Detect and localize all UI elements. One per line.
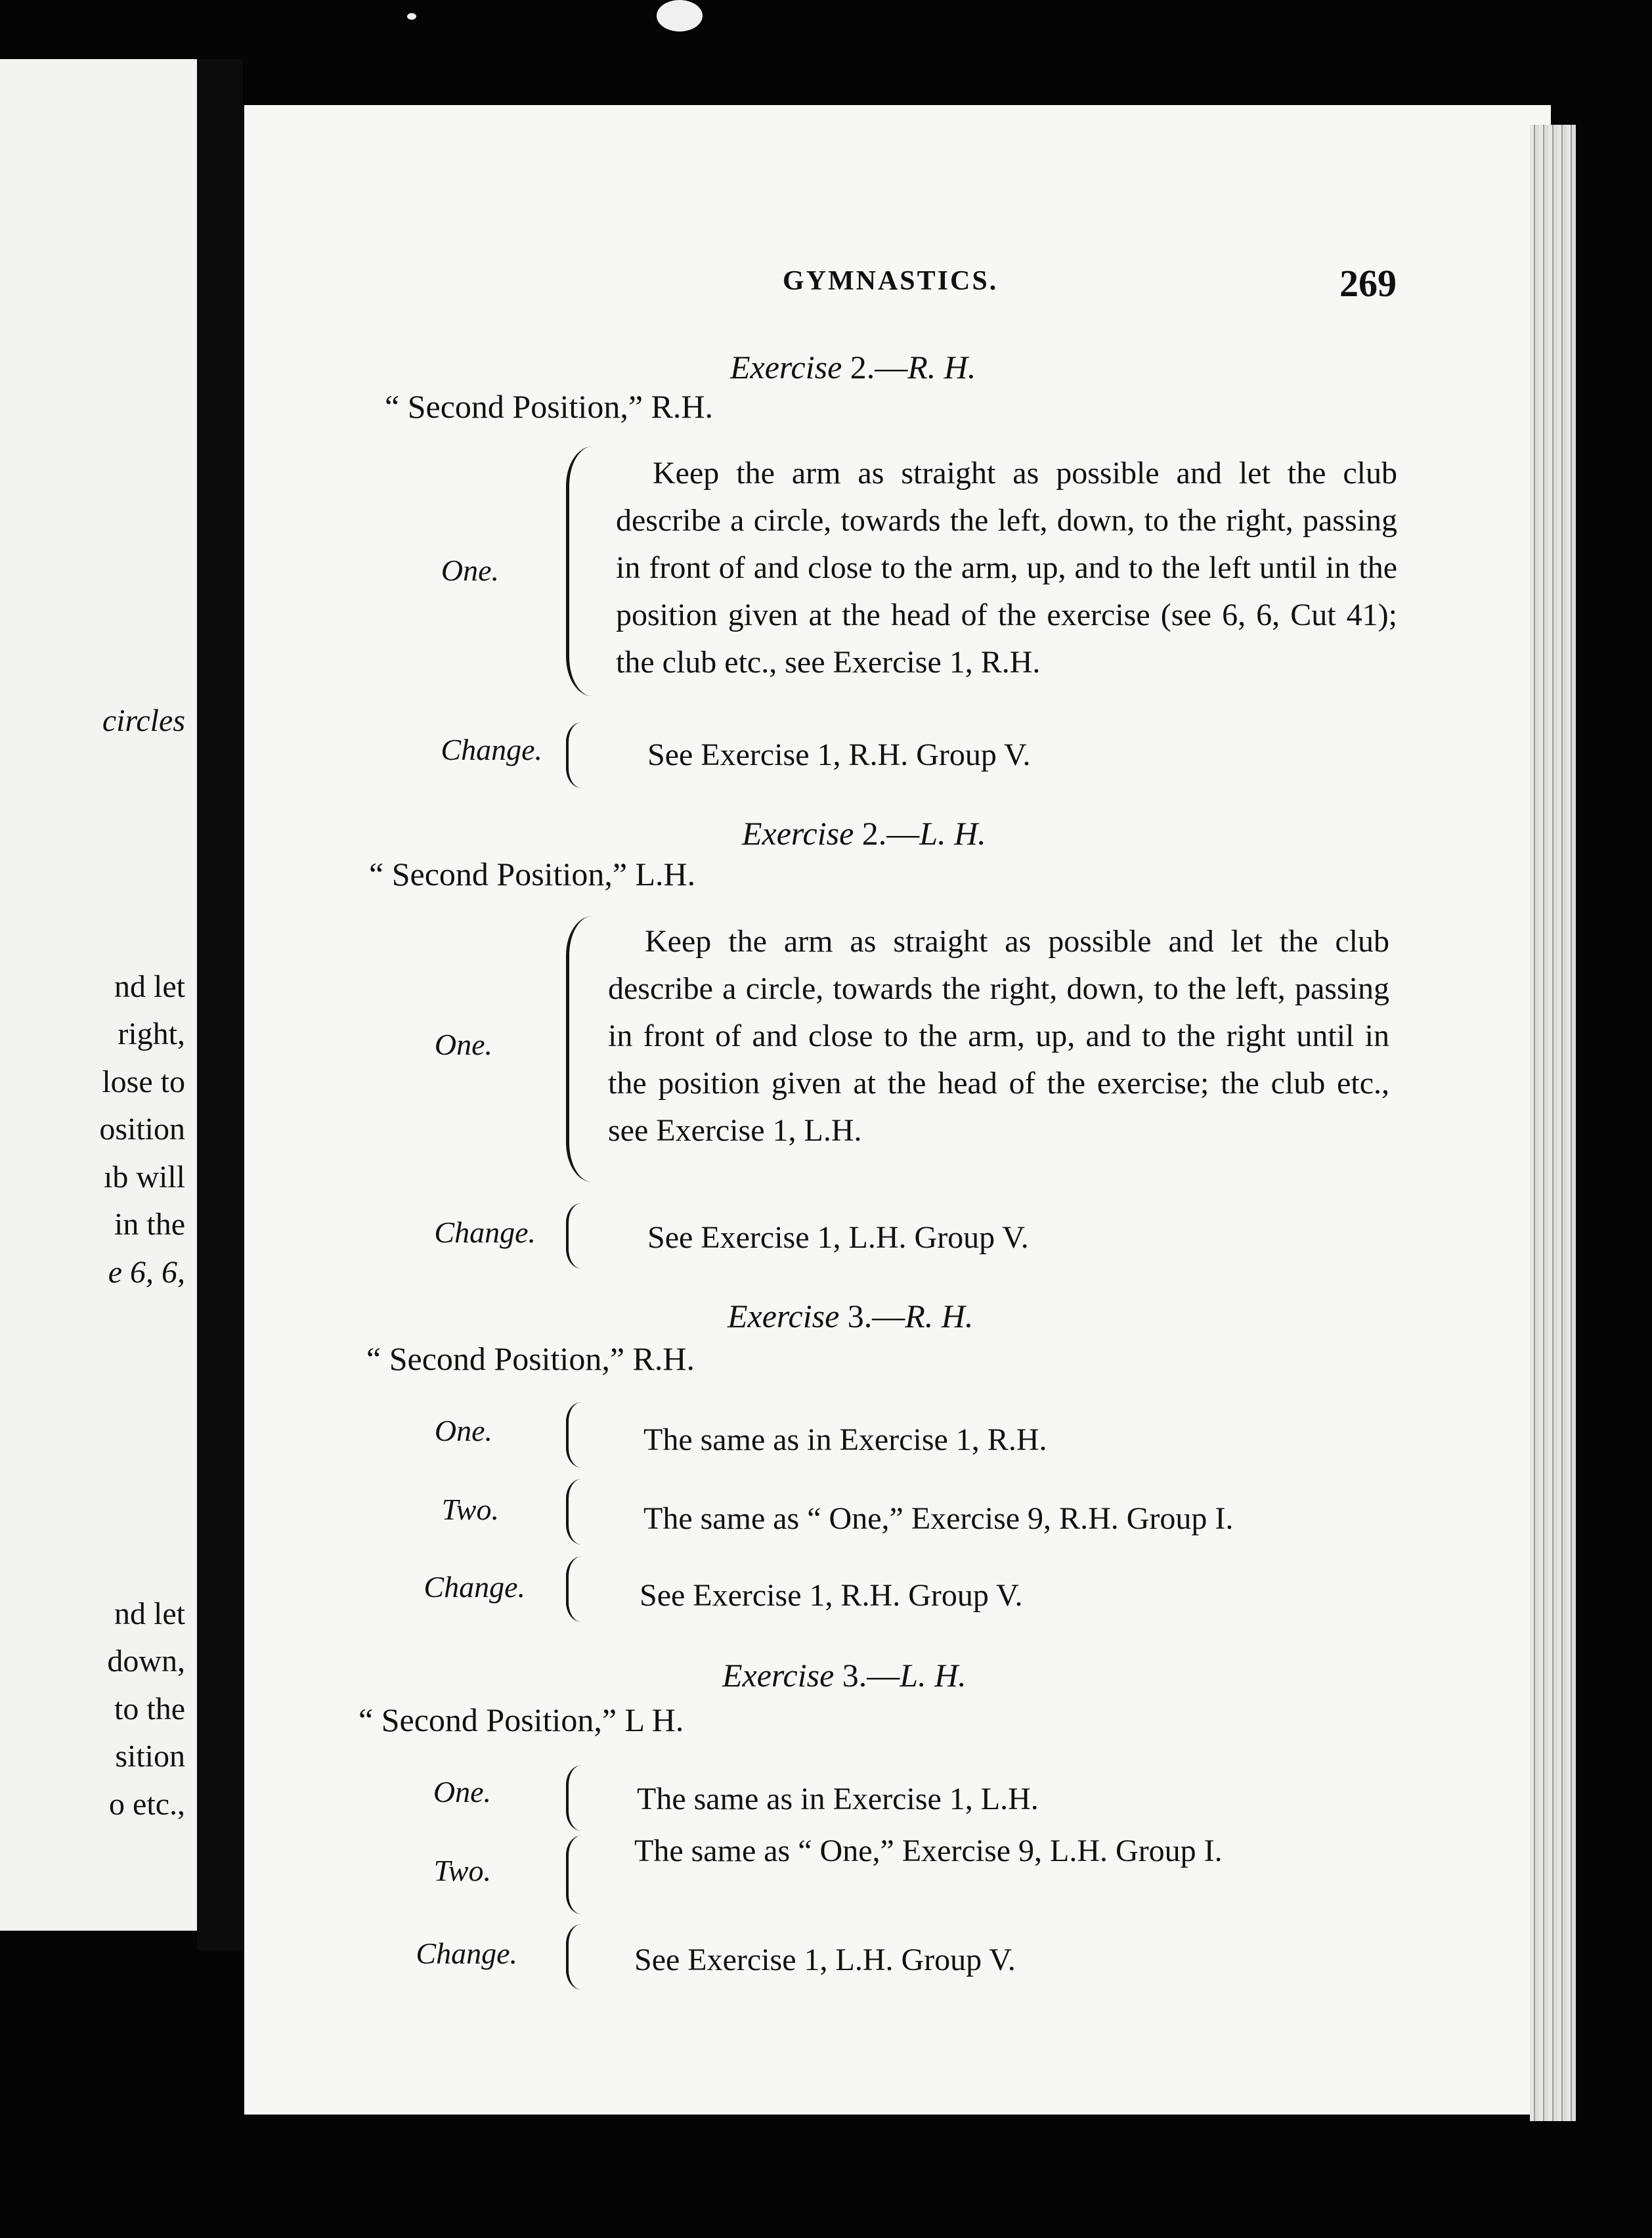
left-fragment-line: to the — [114, 1692, 185, 1726]
page-edges — [1530, 125, 1576, 2121]
left-fragment-line: e 6, 6, — [108, 1255, 185, 1290]
left-fragment-line: nd let — [114, 1596, 185, 1631]
step-text: See Exercise 1, L.H. Group V. — [647, 1220, 1029, 1255]
step-text: Keep the arm as straight as possible and let the club describe a circle, towards the right, down, to the left, passing in front of and close to the arm, up, and to the right until in the position given at the head of the exercise; the club etc., see Exercise 1, L.H. — [608, 924, 1389, 1148]
step-label: Two. — [433, 1854, 491, 1887]
left-fragment-line: o etc., — [109, 1787, 185, 1822]
running-header: GYMNASTICS. — [783, 266, 999, 296]
brace — [566, 1556, 586, 1622]
page-number: 269 — [1339, 262, 1397, 305]
brace — [566, 916, 596, 1182]
exercise-title: Exercise 2.—R. H. — [730, 349, 976, 385]
step-label: Change. — [434, 1216, 536, 1249]
step-text: Keep the arm as straight as possible and let the club describe a circle, towards the left, down, to the right, passing in front of and close to the arm, up, and to the left until in the position given at the head of the exercise (see 6, 6, Cut 41); the club etc., see Exercise 1, R.H. — [616, 456, 1397, 680]
step-label: One. — [434, 1028, 492, 1061]
step-text: The same as “ One,” Exercise 9, R.H. Group I. — [643, 1501, 1234, 1536]
left-fragment-line: ıb will — [103, 1160, 185, 1195]
step-label: One. — [433, 1775, 491, 1809]
left-fragment-line: sition — [115, 1739, 185, 1774]
step-text: The same as in Exercise 1, R.H. — [643, 1422, 1047, 1457]
brace — [566, 1479, 586, 1545]
step-text: See Exercise 1, R.H. Group V. — [640, 1578, 1023, 1613]
exercise-title: Exercise 3.—R. H. — [728, 1298, 974, 1334]
step-text: See Exercise 1, R.H. Group V. — [647, 737, 1031, 772]
left-fragment-line: osition — [99, 1112, 185, 1147]
brace — [566, 1203, 586, 1269]
brace — [566, 722, 586, 788]
step-label: One. — [434, 1414, 492, 1447]
brace — [566, 1835, 586, 1914]
brace — [566, 1765, 586, 1831]
brace — [566, 1924, 586, 1990]
step-label: One. — [441, 554, 499, 587]
exercise-position: “ Second Position,” R.H. — [366, 1340, 695, 1377]
step-label: Change. — [424, 1570, 525, 1604]
step-text: The same as “ One,” Exercise 9, L.H. Group I. — [634, 1833, 1223, 1868]
exercise-title: Exercise 2.—L. H. — [742, 815, 986, 852]
exercise-position: “ Second Position,” L.H. — [369, 856, 696, 892]
brace — [566, 447, 596, 696]
step-label: Change. — [416, 1937, 517, 1970]
scan-speck — [407, 13, 416, 20]
step-label: Two. — [441, 1493, 499, 1526]
left-fragment-line: lose to — [102, 1064, 185, 1099]
left-fragment-line: circles — [102, 703, 185, 738]
left-fragment-line: down, — [107, 1644, 185, 1678]
scan-speck — [657, 0, 703, 32]
step-label: Change. — [441, 733, 542, 766]
left-fragment-line: in the — [114, 1207, 185, 1242]
left-fragment-line: nd let — [114, 969, 185, 1004]
left-fragment-line: right, — [118, 1017, 185, 1051]
brace — [566, 1402, 586, 1468]
exercise-position: “ Second Position,” L H. — [359, 1701, 684, 1738]
book-gutter — [197, 59, 243, 1950]
left-page-fragment — [0, 59, 200, 1931]
step-text: The same as in Exercise 1, L.H. — [637, 1782, 1039, 1816]
exercise-title: Exercise 3.—L. H. — [722, 1657, 967, 1694]
exercise-position: “ Second Position,” R.H. — [385, 388, 713, 425]
step-text: See Exercise 1, L.H. Group V. — [634, 1942, 1016, 1977]
